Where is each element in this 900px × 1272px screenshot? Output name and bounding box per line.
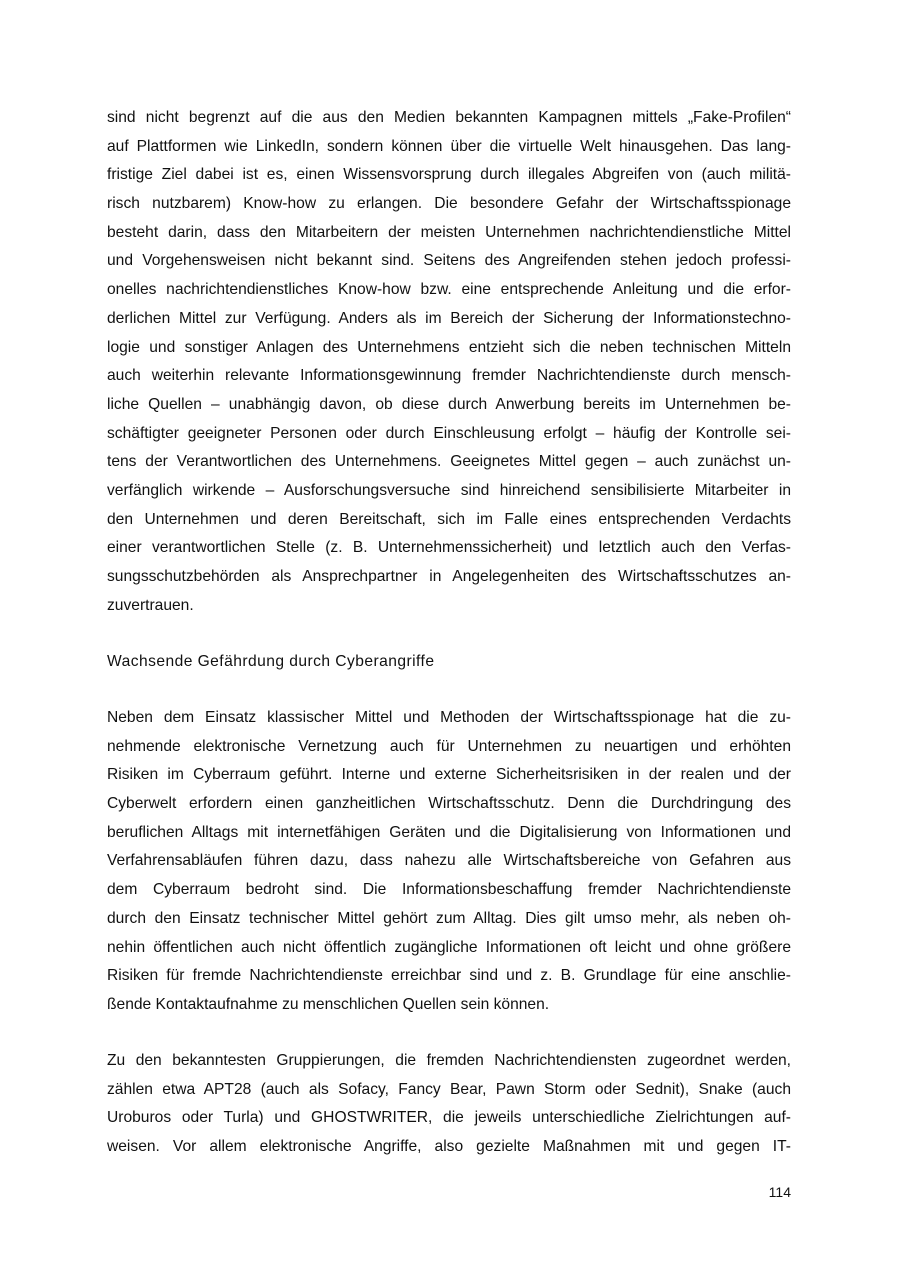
text-line: Risiken im Cyberraum geführt. Interne und externe Sicherheitsrisiken in der realen und der: [107, 766, 791, 784]
page-number: 114: [768, 1184, 791, 1200]
paragraph-apt-groups: [107, 1047, 791, 1162]
text-line: und Vorgehensweisen nicht bekannt sind. Seitens des Angreifenden stehen jedoch professi-: [107, 252, 791, 270]
text-line: Risiken für fremde Nachrichtendienste erreichbar sind und z. B. Grundlage für eine anschlie-: [107, 967, 791, 985]
text-line: den Unternehmen und deren Bereitschaft, sich im Falle eines entsprechenden Verdachts: [107, 510, 791, 528]
text-line: onelles nachrichtendienstliches Know-how bzw. eine entsprechende Anleitung und die erfor-: [107, 281, 791, 299]
text-line: auch weiterhin relevante Informationsgewinnung fremder Nachrichtendienste durch mensch-: [107, 367, 791, 385]
text-line: logie und sonstiger Anlagen des Unternehmens entzieht sich die neben technischen Mitteln: [107, 338, 791, 356]
text-line: Zu den bekanntesten Gruppierungen, die fremden Nachrichtendiensten zugeordnet werden,: [107, 1052, 791, 1069]
text-line: besteht darin, dass den Mitarbeitern der meisten Unternehmen nachrichtendienstliche Mittel: [107, 223, 791, 241]
section-heading: Wachsende Gefährdung durch Cyberangriffe: [107, 653, 435, 670]
text-line: risch nutzbarem) Know-how zu erlangen. Die besondere Gefahr der Wirtschaftsspionage: [107, 195, 791, 213]
text-line: sind nicht begrenzt auf die aus den Medien bekannten Kampagnen mittels „Fake-Profilen“: [107, 109, 791, 126]
text-line: verfänglich wirkende – Ausforschungsversuche sind hinreichend sensibilisierte Mitarbeiter in: [107, 481, 791, 499]
text-line: tens der Verantwortlichen des Unternehmens. Geeignetes Mittel gegen – auch zunächst un-: [107, 453, 791, 471]
paragraph-espionage-methods: [107, 104, 791, 620]
text-line: Cyberwelt erfordern einen ganzheitlichen Wirtschaftsschutz. Denn die Durchdringung des: [107, 795, 791, 813]
paragraph-cyber-threats: [107, 704, 791, 1020]
text-line: nehmende elektronische Vernetzung auch für Unternehmen zu neuartigen und erhöhten: [107, 737, 791, 755]
text-line: zählen etwa APT28 (auch als Sofacy, Fancy Bear, Pawn Storm oder Sednit), Snake (auch: [107, 1080, 791, 1098]
text-line: nehin öffentlichen auch nicht öffentlich zugängliche Informationen oft leicht und ohne größere: [107, 938, 791, 956]
text-line: beruflichen Alltags mit internetfähigen Geräten und die Digitalisierung von Informationen und: [107, 823, 791, 841]
text-line: dem Cyberraum bedroht sind. Die Informationsbeschaffung fremder Nachrichtendienste: [107, 881, 791, 899]
text-line: einer verantwortlichen Stelle (z. B. Unternehmenssicherheit) und letztlich auch den Verfas-: [107, 539, 791, 557]
text-line: liche Quellen – unabhängig davon, ob diese durch Anwerbung bereits im Unternehmen be-: [107, 395, 791, 413]
text-line: Neben dem Einsatz klassischer Mittel und Methoden der Wirtschaftsspionage hat die zu-: [107, 709, 791, 726]
text-line: Verfahrensabläufen führen dazu, dass nahezu alle Wirtschaftsbereiche von Gefahren aus: [107, 852, 791, 870]
text-line: schäftigter geeigneter Personen oder durch Einschleusung erfolgt – häufig der Kontrolle sei-: [107, 424, 791, 442]
text-line: derlichen Mittel zur Verfügung. Anders als im Bereich der Sicherung der Informationstechno-: [107, 309, 791, 327]
text-line: ßende Kontaktaufnahme zu menschlichen Quellen sein können.: [107, 995, 550, 1013]
text-line: sungsschutzbehörden als Ansprechpartner in Angelegenheiten des Wirtschaftsschutzes an-: [107, 568, 791, 585]
text-line: fristige Ziel dabei ist es, einen Wissensvorsprung durch illegales Abgreifen von (auch militä-: [107, 166, 791, 184]
text-line: zuvertrauen.: [107, 596, 194, 614]
text-line: Uroburos oder Turla) und GHOSTWRITER, die jeweils unterschiedliche Zielrichtungen auf-: [107, 1109, 791, 1127]
text-line: auf Plattformen wie LinkedIn, sondern können über die virtuelle Welt hinausgehen. Das lang-: [107, 137, 791, 155]
text-line: weisen. Vor allem elektronische Angriffe, also gezielte Maßnahmen mit und gegen IT-: [107, 1138, 791, 1156]
text-line: durch den Einsatz technischer Mittel gehört zum Alltag. Dies gilt umso mehr, als neben oh-: [107, 909, 791, 927]
